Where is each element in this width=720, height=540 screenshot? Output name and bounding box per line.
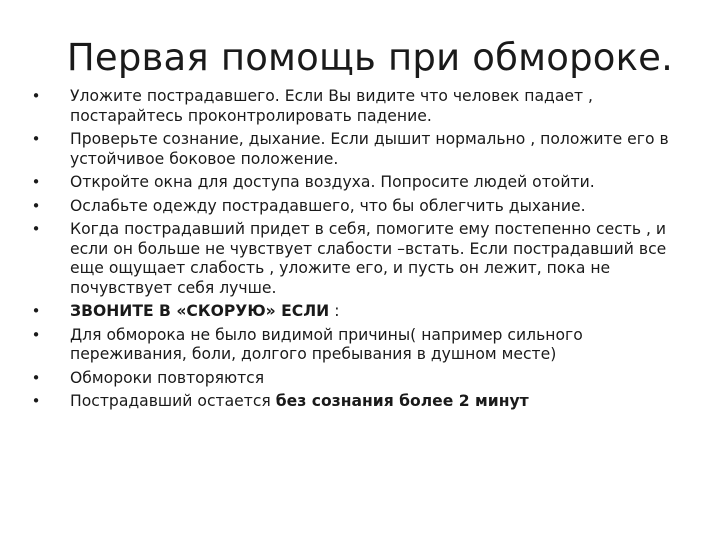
bullet-icon: • (31, 325, 41, 344)
bullet-icon: • (31, 302, 41, 320)
bullet-list (26, 87, 686, 416)
list-item-text: Когда пострадавший придет в себя, помогите ему постепенно сесть , и если он больше не чувствует слабости –встать. Если пострадавший все еще ощущает слабость , уложите его, и пусть он лежит, пока не почувствует себя лучше. (70, 220, 667, 297)
list-item (26, 197, 686, 217)
list-item-text: Пострадавший остается (70, 392, 276, 410)
list-item (26, 302, 686, 322)
list-item (26, 130, 686, 169)
list-item (26, 173, 686, 193)
list-item (26, 220, 686, 298)
bullet-icon: • (31, 173, 41, 191)
bullet-icon: • (31, 196, 41, 215)
list-item-text: Проверьте сознание, дыхание. Если дышит нормально , положите его в устойчивое боковое положение. (70, 130, 669, 168)
list-item-text: : (329, 302, 340, 320)
list-item (26, 326, 686, 365)
call-ambulance-heading: ЗВОНИТЕ В «СКОРУЮ» ЕСЛИ (70, 302, 330, 320)
list-item-text: Обмороки повторяются (70, 368, 265, 387)
list-item (26, 369, 686, 389)
bullet-icon: • (31, 392, 41, 410)
list-item-text: Откройте окна для доступа воздуха. Попросите людей отойти. (70, 173, 595, 191)
list-item (26, 87, 686, 126)
list-item (26, 392, 686, 412)
bullet-icon: • (31, 87, 41, 105)
list-item-text: Уложите пострадавшего. Если Вы видите что человек падает , постарайтесь проконтролировать падение. (70, 87, 593, 125)
bullet-icon: • (31, 368, 41, 387)
list-item-text: Для обморока не было видимой причины( например сильного переживания, боли, долгого пребывания в душном месте) (70, 325, 583, 363)
emphasis-text: без сознания более 2 минут (275, 392, 529, 410)
bullet-icon: • (31, 130, 41, 148)
list-item-text: Ослабьте одежду пострадавшего, что бы облегчить дыхание. (70, 196, 586, 215)
slide-title: Первая помощь при обмороке. (66, 36, 674, 79)
bullet-icon: • (31, 220, 41, 238)
